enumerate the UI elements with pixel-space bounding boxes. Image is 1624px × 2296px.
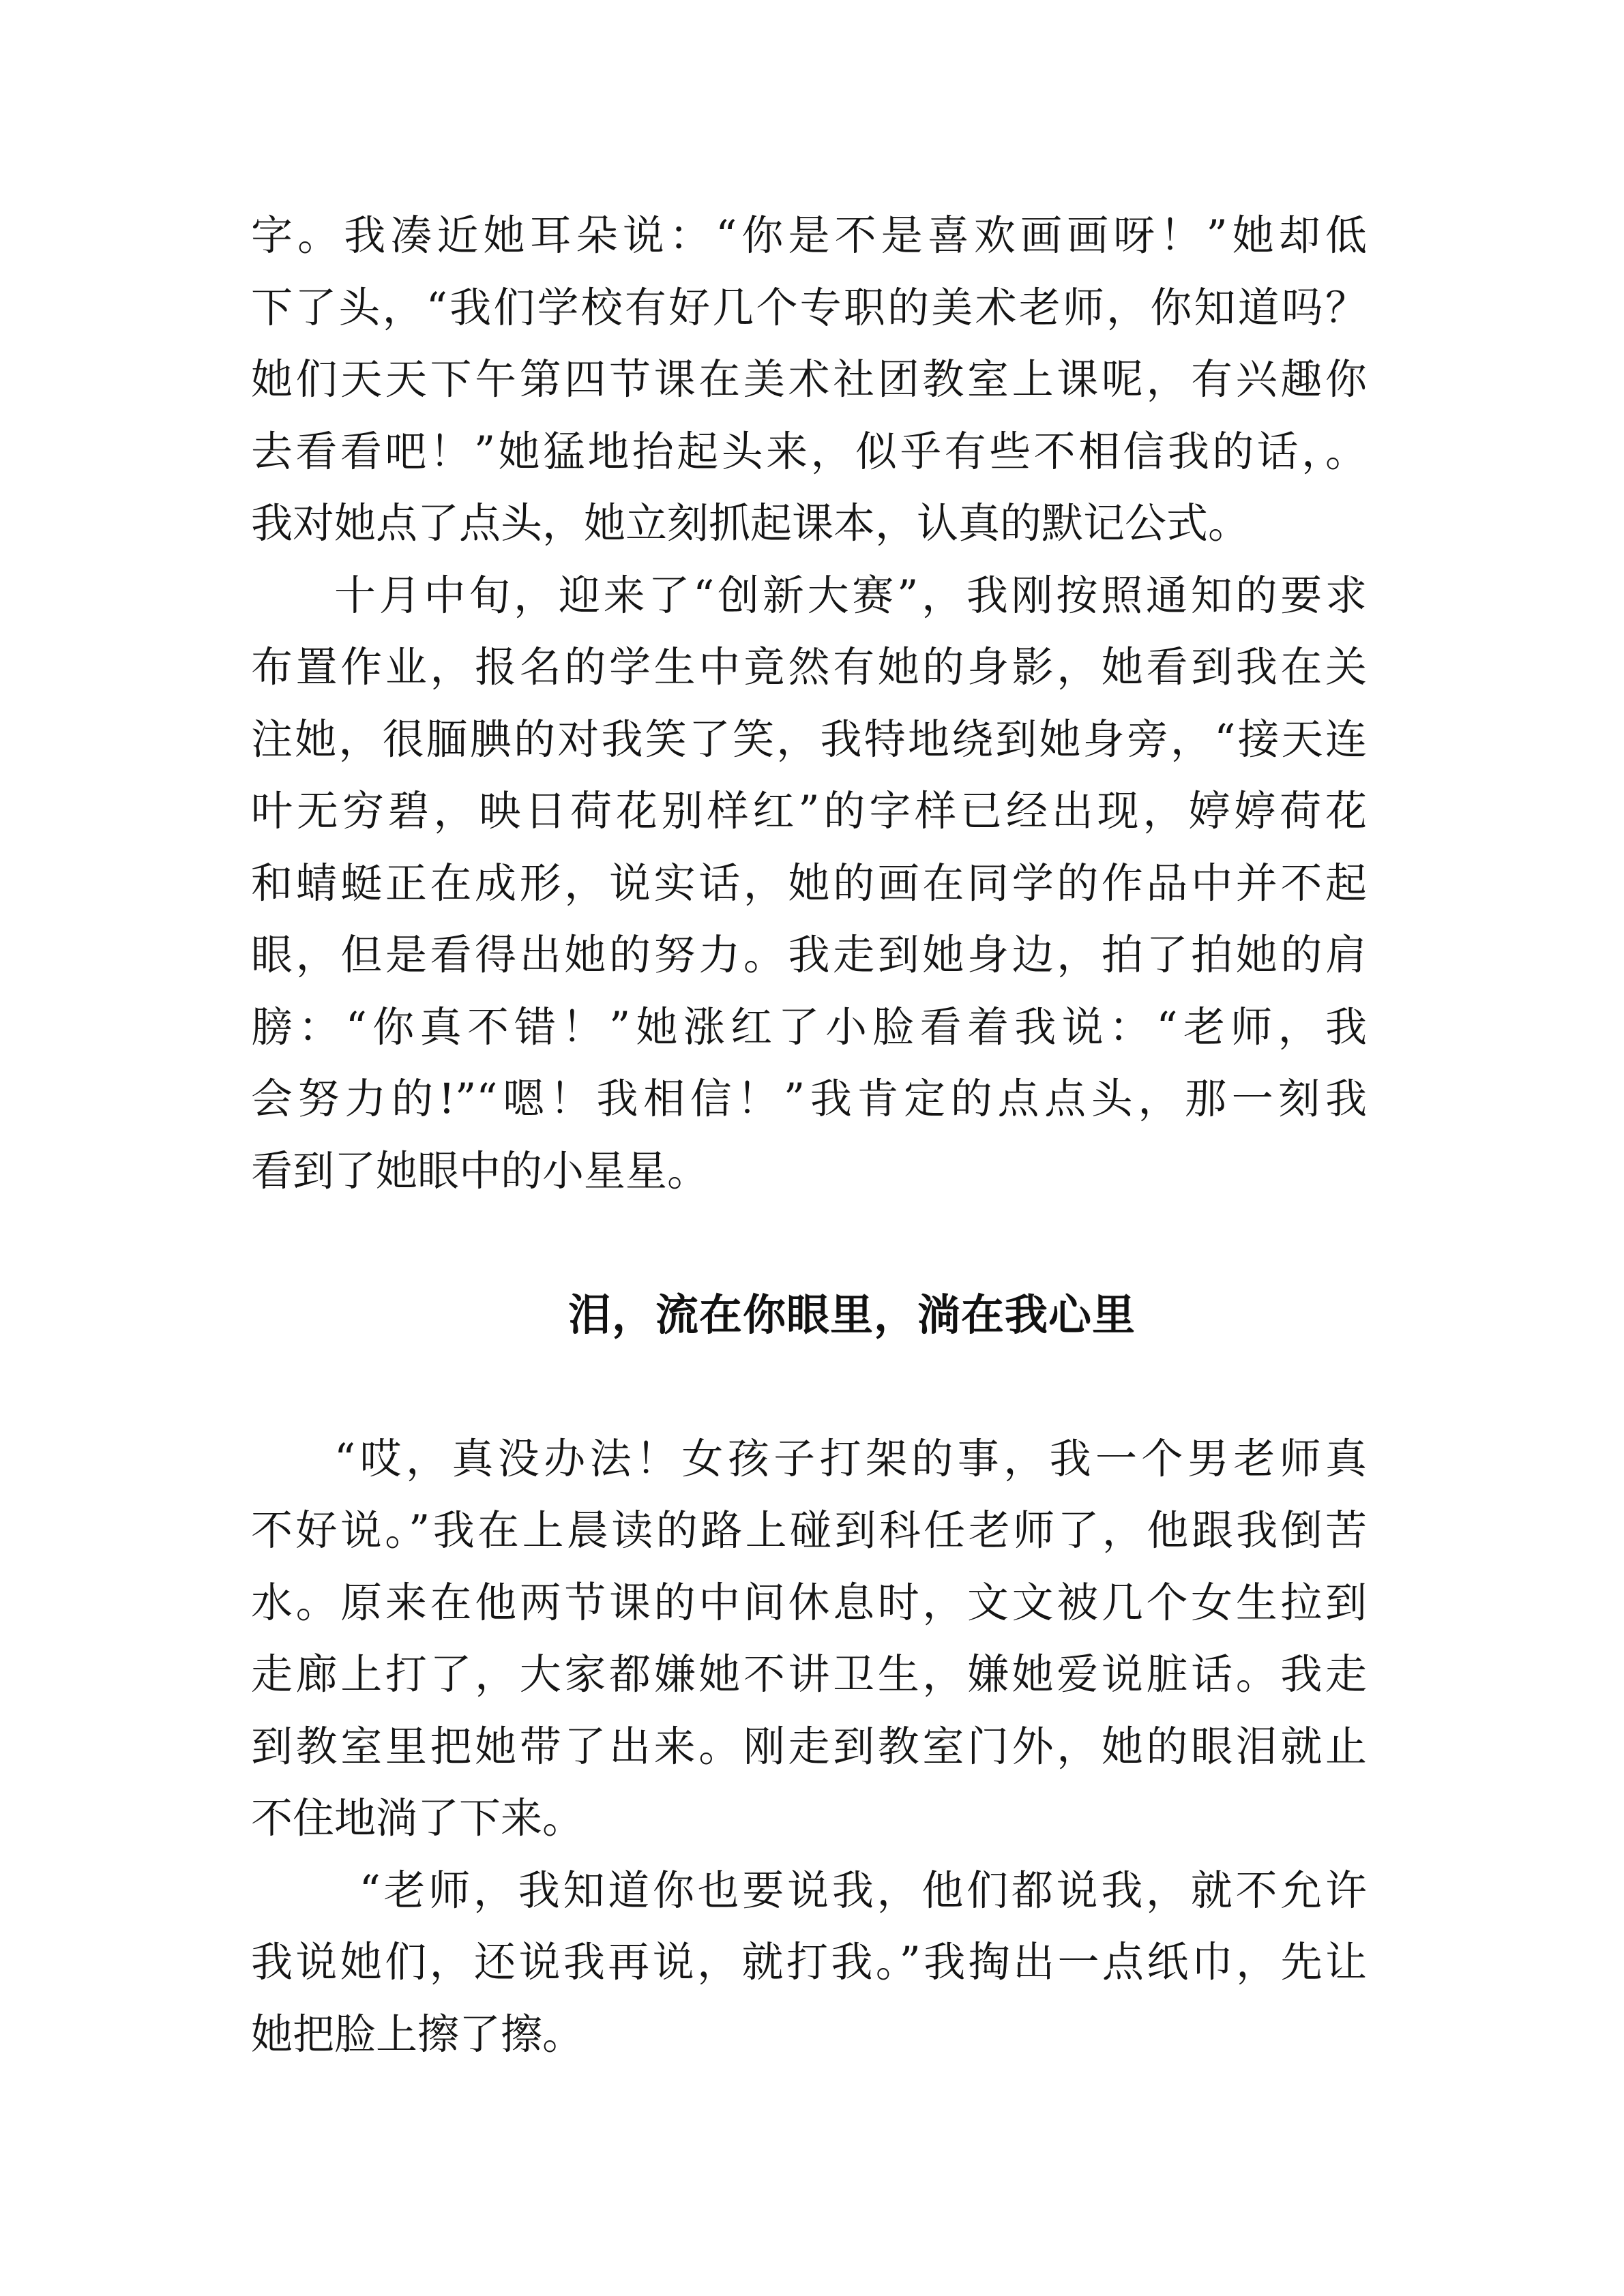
text-line: 走廊上打了，大家都嫌她不讲卫生，嫌她爱说脏话。我走 [251,1650,1367,1699]
text-line: 我说她们，还说我再说，就打我。”我掏出一点纸巾，先让 [251,1938,1367,1986]
text-line: 她们天天下午第四节课在美术社团教室上课呢，有兴趣你 [251,355,1367,404]
text-line: 看到了她眼中的小星星。 [251,1146,709,1195]
text-line: 字。我凑近她耳朵说：“你是不是喜欢画画呀！”她却低 [251,211,1367,260]
text-line: 膀：“你真不错！”她涨红了小脸看着我说：“老师，我 [251,1002,1367,1052]
text-line: 水。原来在他两节课的中间休息时，文文被几个女生拉到 [251,1578,1367,1627]
text-line: “老师，我知道你也要说我，他们都说我，就不允许 [359,1866,1367,1915]
text-line: 去看看吧！”她猛地抬起头来，似乎有些不相信我的话，。 [251,427,1367,476]
paragraph [251,200,1367,560]
text-line: 不好说。”我在上晨读的路上碰到科任老师了，他跟我倒苦 [251,1506,1367,1555]
text-line: 她把脸上擦了擦。 [251,2010,585,2059]
text-line: 我对她点了点头，她立刻抓起课本，认真的默记公式。 [251,499,1250,548]
text-line: 十月中旬，迎来了“创新大赛”，我刚按照通知的要求 [334,571,1367,620]
text-line: 布置作业，报名的学生中竟然有她的身影，她看到我在关 [251,643,1367,691]
paragraph [251,1855,1367,2071]
text-line: 不住地淌了下来。 [251,1794,585,1843]
paragraph [251,560,1367,1208]
text-line: 眼，但是看得出她的努力。我走到她身边，拍了拍她的肩 [251,931,1367,979]
text-line: 下了头，“我们学校有好几个专职的美术老师，你知道吗？ [251,283,1367,332]
text-line: 注她，很腼腆的对我笑了笑，我特地绕到她身旁，“接天连 [251,715,1367,764]
text-line: 会努力的!”“嗯！我相信！”我肯定的点点头，那一刻我 [251,1075,1367,1123]
text-line: 叶无穷碧，映日荷花别样红”的字样已经出现，婷婷荷花 [251,787,1367,835]
text-line: 到教室里把她带了出来。刚走到教室门外，她的眼泪就止 [251,1722,1367,1771]
text-line: 和蜻蜓正在成形，说实话，她的画在同学的作品中并不起 [251,859,1367,908]
paragraph [251,1423,1367,1855]
text-line: “哎，真没办法！女孩子打架的事，我一个男老师真 [334,1434,1367,1483]
document-body [251,200,1367,2070]
section-heading: 泪，流在你眼里，淌在我心里 [568,1289,1136,1340]
